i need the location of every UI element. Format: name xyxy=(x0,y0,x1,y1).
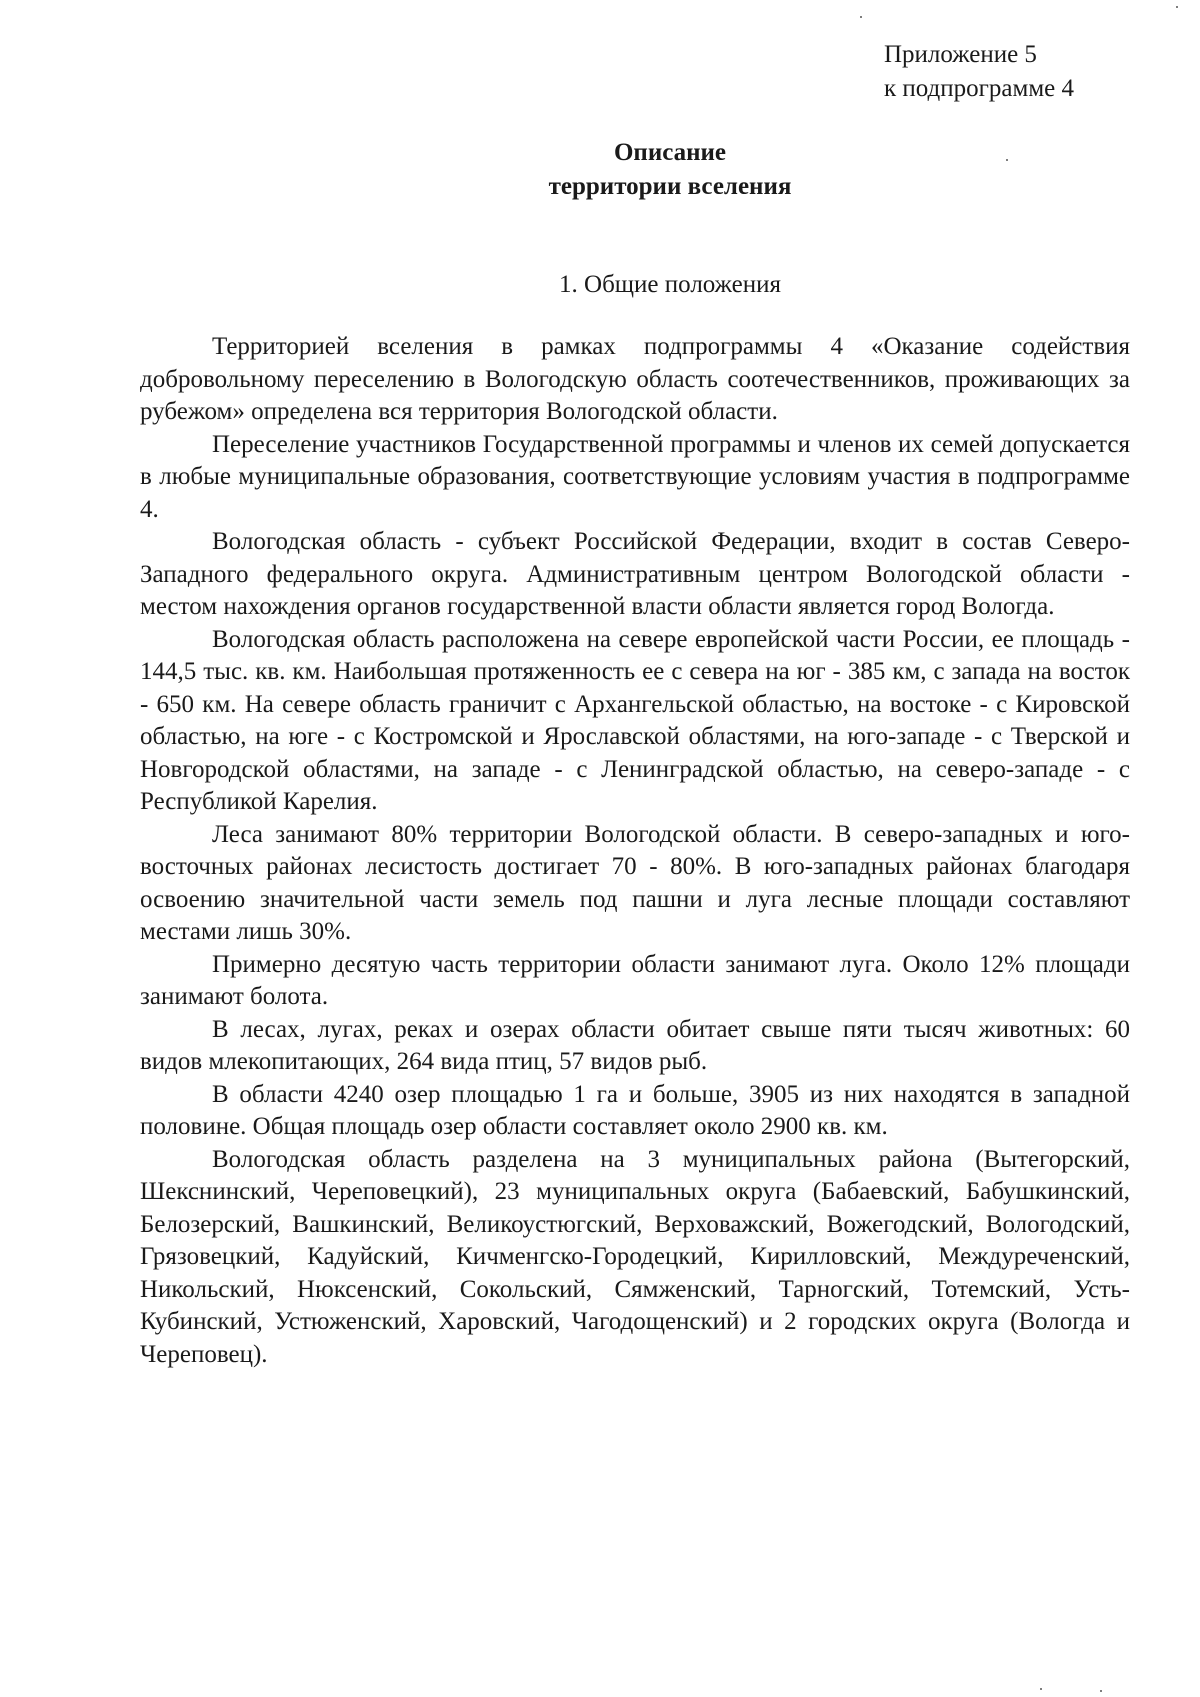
title-line-2: территории вселения xyxy=(548,173,792,200)
appendix-line-1: Приложение 5 xyxy=(884,41,1037,68)
scan-speck xyxy=(860,16,862,18)
paragraph: В лесах, лугах, реках и озерах области обитает свыше пяти тысяч животных: 60 видов млекопитающих, 264 вида птиц, 57 видов рыб. xyxy=(140,1015,1130,1075)
paragraph: В области 4240 озер площадью 1 га и больше, 3905 из них находятся в западной половине. Общая площадь озер области составляет около 2900 кв. км. xyxy=(140,1080,1130,1140)
paragraph: Вологодская область - субъект Российской Федерации, входит в состав Северо-Западного федерального округа. Административным центром Вологодской области - местом нахождения органов государственной власти области является город Вологда. xyxy=(140,528,1130,620)
appendix-note xyxy=(884,38,1074,106)
paragraph: Территорией вселения в рамках подпрограммы 4 «Оказание содействия добровольному переселению в Вологодскую область соотечественников, проживающих за рубежом» определена вся территория Вологодской области. xyxy=(140,333,1130,425)
scan-speck xyxy=(1176,6,1178,8)
paragraph: Вологодская область расположена на севере европейской части России, ее площадь - 144,5 тыс. кв. км. Наибольшая протяженность ее с севера на юг - 385 км, с запада на восток - 650 км. На севере область граничит с Архангельской областью, на востоке - с Кировской областью, на юге - с Костромской и Ярославской областями, на юго-западе - с Тверской и Новгородской областями, на западе - с Ленинградской областью, на северо-западе - с Республикой Карелия. xyxy=(140,625,1130,815)
title-line-1: Описание xyxy=(613,139,727,166)
appendix-line-2: к подпрограмме 4 xyxy=(884,75,1074,102)
scan-speck xyxy=(1006,159,1008,161)
section-heading: 1. Общие положения xyxy=(559,271,781,298)
scan-speck xyxy=(1040,1688,1042,1690)
paragraph: Примерно десятую часть территории области занимают луга. Около 12% площади занимают болота. xyxy=(140,950,1130,1010)
paragraph: Переселение участников Государственной программы и членов их семей допускается в любые муниципальные образования, соответствующие условиям участия в подпрограмме 4. xyxy=(140,430,1130,523)
document-title xyxy=(0,136,1200,204)
scan-speck xyxy=(1100,1690,1102,1692)
document-body xyxy=(140,331,1130,1371)
paragraph: Леса занимают 80% территории Вологодской области. В северо-западных и юго-восточных районах лесистость достигает 70 - 80%. В юго-западных районах благодаря освоению значительной части земель под пашни и луга лесные площади составляют местами лишь 30%. xyxy=(140,820,1130,945)
paragraph: Вологодская область разделена на 3 муниципальных района (Вытегорский, Шекснинский, Череповецкий), 23 муниципальных округа (Бабаевский, Бабушкинский, Белозерский, Вашкинский, Великоустюгский, Верховажский, Вожегодский, Вологодский, Грязовецкий, Кадуйский, Кичменгско-Городецкий, Кирилловский, Междуреченский, Никольский, Нюксенский, Сокольский, Сямженский, Тарногский, Тотемский, Усть-Кубинский, Устюженский, Харовский, Чагодощенский) и 2 городских округа (Вологда и Череповец). xyxy=(140,1145,1130,1368)
